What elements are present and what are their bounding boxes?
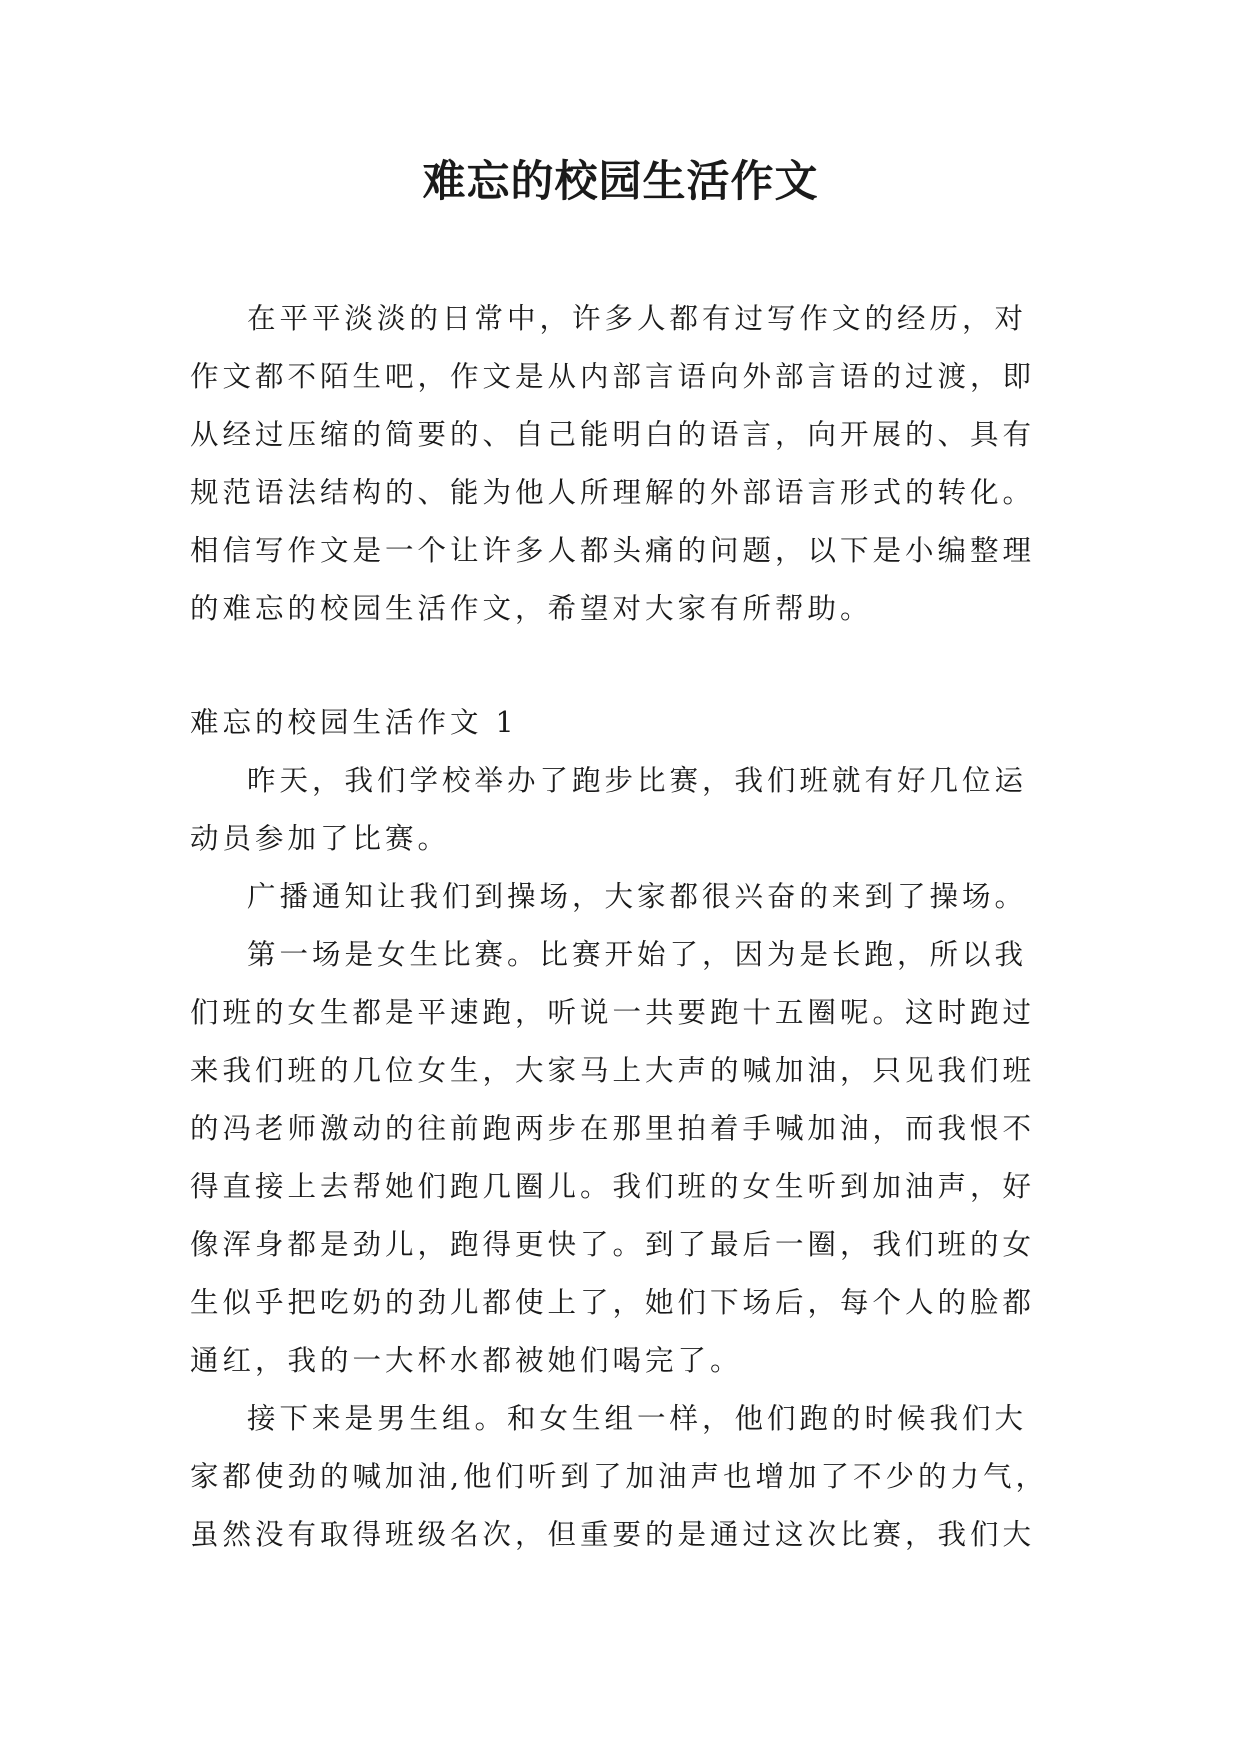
intro-line: 规范语法结构的、能为他人所理解的外部语言形式的转化。 [190, 476, 1036, 509]
document-body [190, 290, 1070, 1564]
paragraph-line: 的冯老师激动的往前跑两步在那里拍着手喊加油，而我恨不 [190, 1112, 1036, 1145]
intro-line: 在平平淡淡的日常中，许多人都有过写作文的经历，对 [247, 302, 1028, 335]
body-paragraph [190, 926, 1070, 1390]
intro-line: 从经过压缩的简要的、自己能明白的语言，向开展的、具有 [190, 418, 1036, 451]
body-paragraph [190, 1390, 1070, 1564]
paragraph-line: 家都使劲的喊加油,他们听到了加油声也增加了不少的力气， [190, 1460, 1049, 1493]
paragraph-line: 虽然没有取得班级名次，但重要的是通过这次比赛，我们大 [190, 1518, 1036, 1551]
paragraph-line: 像浑身都是劲儿，跑得更快了。到了最后一圈，我们班的女 [190, 1228, 1036, 1261]
paragraph-line: 来我们班的几位女生，大家马上大声的喊加油，只见我们班 [190, 1054, 1036, 1087]
paragraph-line: 广播通知让我们到操场，大家都很兴奋的来到了操场。 [247, 880, 1028, 913]
body-paragraph [190, 752, 1070, 868]
document-title: 难忘的校园生活作文 [422, 157, 819, 207]
intro-line: 相信写作文是一个让许多人都头痛的问题，以下是小编整理 [190, 534, 1036, 567]
paragraph-line: 生似乎把吃奶的劲儿都使上了，她们下场后，每个人的脸都 [190, 1286, 1036, 1319]
intro-paragraph [190, 290, 1070, 638]
section-heading: 难忘的校园生活作文 1 [190, 706, 518, 739]
paragraph-line: 通红，我的一大杯水都被她们喝完了。 [190, 1344, 743, 1377]
paragraph-line: 动员参加了比赛。 [190, 822, 451, 855]
paragraph-line: 得直接上去帮她们跑几圈儿。我们班的女生听到加油声，好 [190, 1170, 1036, 1203]
paragraph-line: 昨天，我们学校举办了跑步比赛，我们班就有好几位运 [247, 764, 1028, 797]
paragraph-line: 们班的女生都是平速跑，听说一共要跑十五圈呢。这时跑过 [190, 996, 1036, 1029]
body-paragraph [190, 868, 1070, 926]
paragraph-line: 第一场是女生比赛。比赛开始了，因为是长跑，所以我 [247, 938, 1028, 971]
intro-line: 的难忘的校园生活作文，希望对大家有所帮助。 [190, 592, 873, 625]
paragraph-line: 接下来是男生组。和女生组一样，他们跑的时候我们大 [247, 1402, 1028, 1435]
intro-line: 作文都不陌生吧，作文是从内部言语向外部言语的过渡，即 [190, 360, 1036, 393]
